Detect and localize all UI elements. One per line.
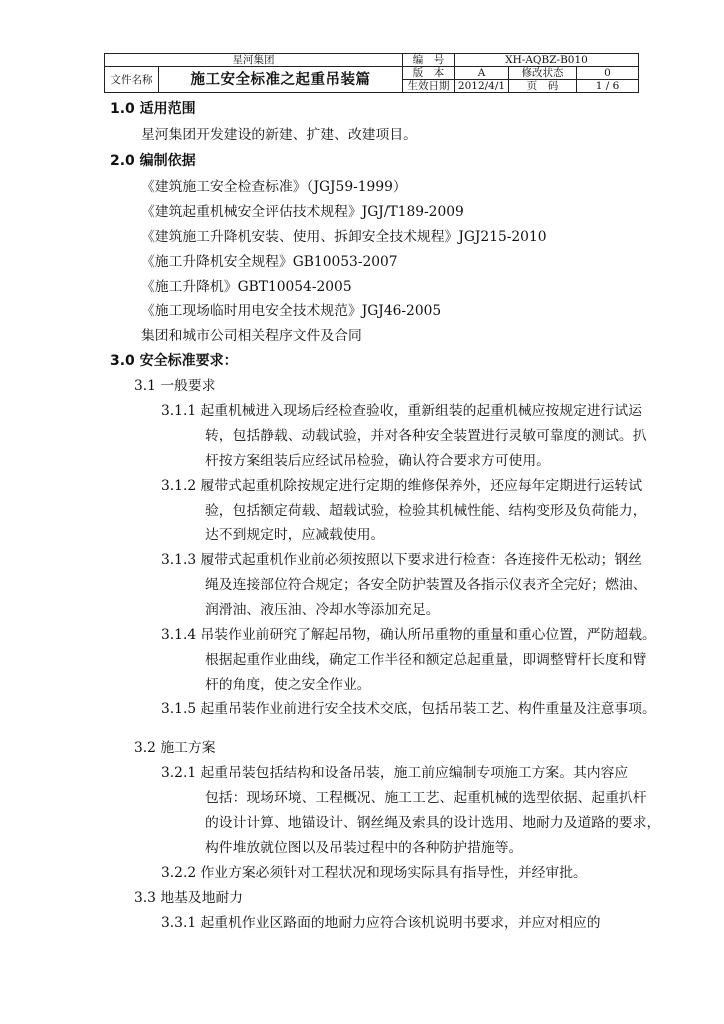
paragraph-line: 星河集团开发建设的新建、扩建、改建项目。 [141,127,417,143]
clause-line: 3.2.2 作业方案必须针对工程状况和现场实际具有指导性，并经审批。 [161,865,587,881]
effective-date-label: 生效日期 [403,80,455,93]
document-header-table [104,53,639,93]
reference-item: 集团和城市公司相关程序文件及合同 [141,328,362,344]
version-value: A [455,67,509,80]
clause-line: 转，包括静载、动载试验，并对各种安全装置进行灵敏可靠度的测试。扒 [205,428,647,444]
code-label: 编 号 [403,54,455,67]
clause-line: 绳及连接部位符合规定；各安全防护装置及各指示仪表齐全完好；燃油、 [205,577,647,593]
clause-line: 根据起重作业曲线，确定工作半径和额定总起重量，即调整臂杆长度和臂 [205,652,647,668]
reference-item: 《建筑起重机械安全评估技术规程》JGJ/T189-2009 [141,204,464,220]
clause-line: 3.1.3 履带式起重机作业前必须按照以下要求进行检查：各连接件无松动；钢丝 [161,552,642,568]
clause-line: 构件堆放就位图以及吊装过程中的各种防护措施等。 [205,840,523,856]
clause-line: 包括：现场环境、工程概况、施工工艺、起重机械的选型依据、起重扒杆 [205,790,647,806]
subsection-heading: 3.2 施工方案 [134,740,216,756]
clause-line: 3.1.5 起重吊装作业前进行安全技术交底，包括吊装工艺、构件重量及注意事项。 [161,701,656,717]
section-heading: 3.0 安全标准要求： [110,353,238,369]
revision-label: 修改状态 [509,67,577,80]
clause-line: 3.3.1 起重机作业区路面的地耐力应符合该机说明书要求，并应对相应的 [161,915,601,931]
clause-line: 3.1.1 起重机械进入现场后经检查验收，重新组装的起重机械应按规定进行试运 [161,403,642,419]
clause-line: 3.2.1 起重吊装包括结构和设备吊装，施工前应编制专项施工方案。其内容应 [161,765,629,781]
clause-line: 杆按方案组装后应经试吊检验，确认符合要求方可使用。 [205,453,550,469]
reference-item: 《建筑施工安全检查标准》（JGJ59-1999） [141,179,407,195]
clause-line: 3.1.2 履带式起重机除按规定进行定期的维修保养外，还应每年定期进行运转试 [161,478,642,494]
subsection-heading: 3.3 地基及地耐力 [134,890,244,906]
code-value: XH-AQBZ-B010 [455,54,639,67]
clause-line: 达不到规定时，应减载使用。 [205,527,385,543]
reference-item: 《建筑施工升降机安装、使用、拆卸安全技术规程》JGJ215-2010 [141,229,547,245]
effective-date-value: 2012/4/1 [455,80,509,93]
clause-line: 的设计计算、地锚设计、钢丝绳及索具的设计选用、地耐力及道路的要求， [205,815,661,831]
header-rule [104,92,638,93]
reference-item: 《施工现场临时用电安全技术规范》JGJ46-2005 [141,303,442,319]
file-name-label: 文件名称 [105,67,159,93]
company-name: 星河集团 [105,54,403,67]
reference-item: 《施工升降机安全规程》GB10053-2007 [141,254,398,270]
page-label: 页 码 [509,80,577,93]
clause-line: 杆的角度，使之安全作业。 [205,677,371,693]
subsection-heading: 3.1 一般要求 [134,378,216,394]
document-title: 施工安全标准之起重吊装篇 [159,67,403,93]
clause-line: 润滑油、液压油、冷却水等添加充足。 [205,602,440,618]
section-heading: 1.0 适用范围 [110,101,196,117]
clause-line: 3.1.4 吊装作业前研究了解起吊物，确认所吊重物的重量和重心位置，严防超载。 [161,627,656,643]
version-label: 版 本 [403,67,455,80]
clause-line: 验，包括额定荷载、超载试验，检验其机械性能、结构变形及负荷能力， [205,503,647,519]
revision-value: 0 [577,67,639,80]
page-value: 1 / 6 [577,80,639,93]
section-heading: 2.0 编制依据 [110,153,196,169]
reference-item: 《施工升降机》GBT10054-2005 [141,279,352,295]
